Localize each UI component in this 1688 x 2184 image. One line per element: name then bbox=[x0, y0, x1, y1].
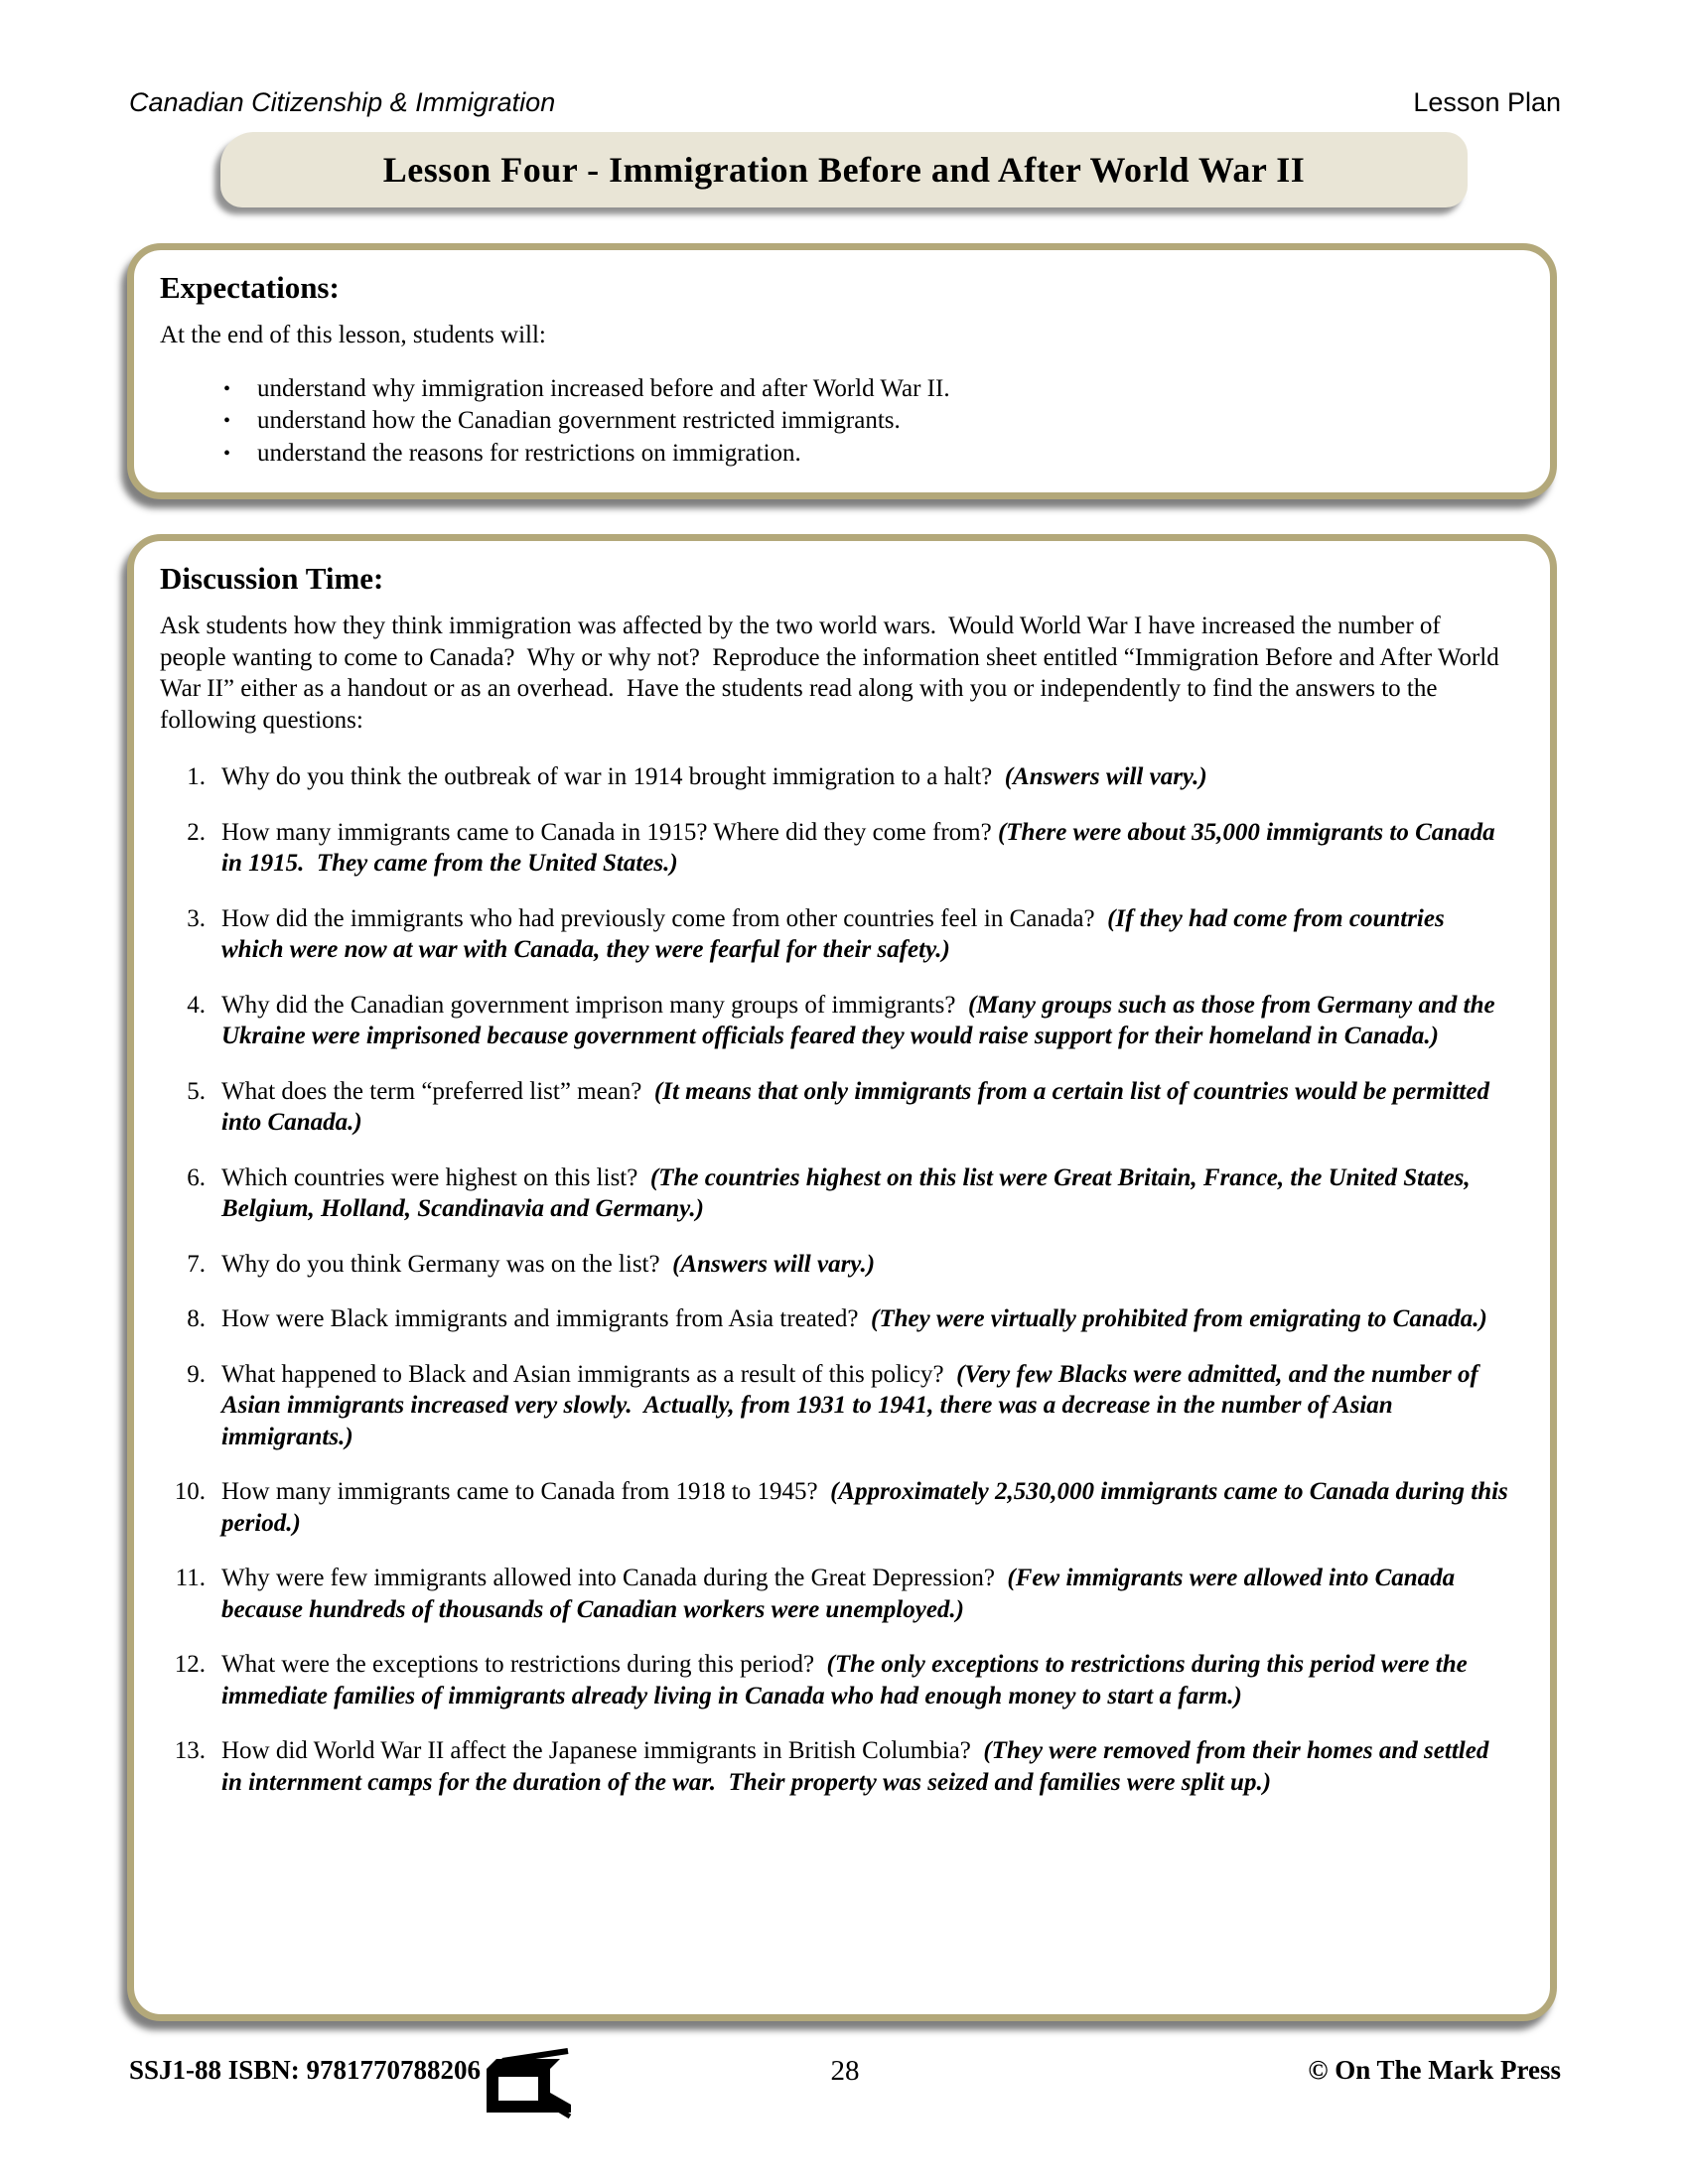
question-text: How were Black immigrants and immigrants from Asia treated? bbox=[221, 1305, 859, 1332]
question-body bbox=[221, 903, 1512, 966]
question-item bbox=[160, 1649, 1512, 1711]
question-body bbox=[221, 817, 1512, 880]
expectations-list bbox=[160, 373, 1512, 471]
answer-text: (The countries highest on this list were Great Britain, France, the United States, Belgium, Holland, Scandinavia and Germany.) bbox=[221, 1163, 1477, 1222]
question-text: How did the immigrants who had previously come from other countries feel in Canada? bbox=[221, 904, 1095, 932]
answer-text: (Approximately 2,530,000 immigrants came to Canada during this period.) bbox=[221, 1478, 1515, 1537]
answer-text: (It means that only immigrants from a certain list of countries would be permitted into Canada.) bbox=[221, 1077, 1496, 1136]
question-text: Which countries were highest on this list? bbox=[221, 1163, 638, 1191]
question-number: 7. bbox=[187, 1250, 206, 1278]
question-text: Why do you think Germany was on the list? bbox=[221, 1250, 660, 1278]
question-number: 13. bbox=[174, 1737, 206, 1764]
list-item bbox=[223, 373, 1512, 406]
answer-text: (Very few Blacks were admitted, and the number of Asian immigrants increased very slowly. Actually, from 1931 to 1941, there was a decrease in the number of Asian immigrants.) bbox=[221, 1360, 1484, 1450]
question-number: 3. bbox=[187, 904, 206, 932]
question-body bbox=[221, 1303, 1512, 1335]
copier-icon bbox=[477, 2047, 572, 2126]
bullet-text: understand why immigration increased before and after World War II. bbox=[257, 374, 950, 402]
question-number: 10. bbox=[174, 1478, 206, 1505]
question-list bbox=[160, 761, 1515, 1798]
page-type-label: Lesson Plan bbox=[1413, 87, 1561, 117]
question-body bbox=[221, 990, 1512, 1052]
question-text: How did World War II affect the Japanese immigrants in British Columbia? bbox=[221, 1737, 971, 1764]
lesson-title: Lesson Four - Immigration Before and After World War II bbox=[382, 150, 1306, 190]
question-body bbox=[221, 1476, 1515, 1539]
question-body bbox=[221, 1162, 1512, 1225]
question-body bbox=[221, 1249, 1512, 1281]
question-item bbox=[160, 1476, 1515, 1539]
question-item bbox=[160, 817, 1512, 880]
answer-text: (They were removed from their homes and settled in internment camps for the duration of the war. Their property was seized and families were split up.) bbox=[221, 1737, 1495, 1796]
answer-text: (The only exceptions to restrictions during this period were the immediate families of immigrants already living in Canada who had enough money to start a farm.) bbox=[221, 1651, 1474, 1709]
bullet-text: understand how the Canadian government restricted immigrants. bbox=[257, 407, 901, 434]
bullet-icon: • bbox=[223, 377, 231, 400]
question-number: 9. bbox=[187, 1360, 206, 1388]
question-item bbox=[160, 1735, 1512, 1798]
question-text: How many immigrants came to Canada in 1915? Where did they come from? bbox=[221, 818, 992, 846]
expectations-intro: At the end of this lesson, students will: bbox=[160, 322, 546, 348]
page-header bbox=[129, 87, 1561, 118]
question-number: 4. bbox=[187, 991, 206, 1019]
expectations-box bbox=[127, 243, 1557, 499]
question-body bbox=[221, 1359, 1512, 1453]
question-item bbox=[160, 1563, 1512, 1625]
question-number: 5. bbox=[187, 1077, 206, 1105]
question-number: 12. bbox=[174, 1651, 206, 1678]
question-item bbox=[160, 1249, 1512, 1281]
list-item bbox=[223, 438, 1512, 471]
answer-text: (If they had come from countries which were now at war with Canada, they were fearful for their safety.) bbox=[221, 904, 1451, 963]
discussion-intro: Ask students how they think immigration was affected by the two world wars. Would World War I have increased the number of people wanting to come to Canada? Why or why not? Reproduce the information sheet entitled “Immigration Before and After World War II” either as a handout or as an overhead. Have the students read along with you or independently to find the answers to the following questions: bbox=[160, 613, 1505, 734]
answer-text: (Answers will vary.) bbox=[1004, 763, 1207, 790]
question-text: What does the term “preferred list” mean? bbox=[221, 1077, 642, 1105]
expectations-heading: Expectations: bbox=[160, 270, 340, 305]
answer-text: (Answers will vary.) bbox=[672, 1250, 876, 1278]
question-text: Why did the Canadian government imprison many groups of immigrants? bbox=[221, 991, 956, 1019]
copyright-label: © On The Mark Press bbox=[1308, 2055, 1561, 2085]
question-item bbox=[160, 1303, 1512, 1335]
isbn-label: SSJ1-88 ISBN: 9781770788206 bbox=[129, 2055, 482, 2085]
question-body bbox=[221, 1649, 1512, 1711]
question-number: 2. bbox=[187, 818, 206, 846]
question-item bbox=[160, 761, 1512, 793]
answer-text: (Many groups such as those from Germany and the Ukraine were imprisoned because government officials feared they would raise support for their homeland in Canada.) bbox=[221, 991, 1501, 1049]
bullet-icon: • bbox=[223, 442, 231, 465]
discussion-heading: Discussion Time: bbox=[160, 561, 384, 596]
question-item bbox=[160, 990, 1512, 1052]
question-text: What were the exceptions to restrictions during this period? bbox=[221, 1651, 815, 1678]
question-item bbox=[160, 903, 1512, 966]
question-text: Why do you think the outbreak of war in 1914 brought immigration to a halt? bbox=[221, 763, 993, 790]
question-item bbox=[160, 1359, 1512, 1453]
question-number: 8. bbox=[187, 1305, 206, 1332]
question-text: How many immigrants came to Canada from 1918 to 1945? bbox=[221, 1478, 818, 1505]
question-text: What happened to Black and Asian immigrants as a result of this policy? bbox=[221, 1360, 944, 1388]
discussion-box bbox=[127, 534, 1557, 2021]
question-item bbox=[160, 1162, 1512, 1225]
question-body bbox=[221, 1563, 1512, 1625]
book-title: Canadian Citizenship & Immigration bbox=[129, 87, 556, 117]
bullet-text: understand the reasons for restrictions on immigration. bbox=[257, 439, 801, 467]
question-number: 1. bbox=[187, 763, 206, 790]
page-footer bbox=[129, 2047, 1561, 2126]
answer-text: (Few immigrants were allowed into Canada because hundreds of thousands of Canadian workers were unemployed.) bbox=[221, 1565, 1462, 1623]
question-item bbox=[160, 1076, 1512, 1139]
question-body bbox=[221, 1735, 1512, 1798]
answer-text: (They were virtually prohibited from emigrating to Canada.) bbox=[871, 1305, 1487, 1332]
lesson-title-banner bbox=[220, 132, 1468, 207]
answer-text: (There were about 35,000 immigrants to Canada in 1915. They came from the United States.) bbox=[221, 818, 1501, 877]
question-body bbox=[221, 761, 1512, 793]
page-number: 28 bbox=[830, 2055, 860, 2087]
bullet-icon: • bbox=[223, 410, 231, 432]
list-item bbox=[223, 405, 1512, 438]
question-number: 6. bbox=[187, 1163, 206, 1191]
question-body bbox=[221, 1076, 1512, 1139]
question-number: 11. bbox=[175, 1565, 206, 1591]
question-text: Why were few immigrants allowed into Canada during the Great Depression? bbox=[221, 1565, 995, 1591]
